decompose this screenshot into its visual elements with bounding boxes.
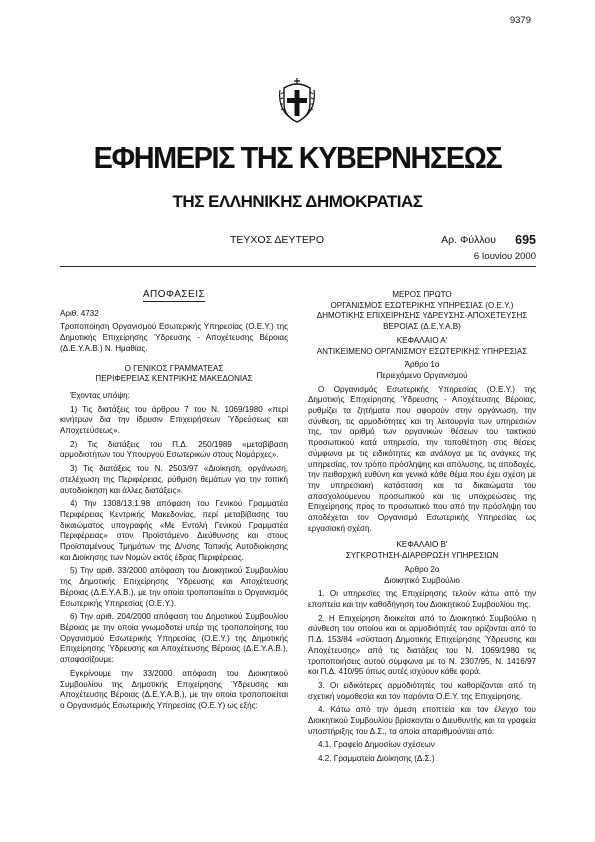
chapter-heading: ΚΕΦΑΛΑΙΟ Α'	[396, 335, 448, 345]
article-title: Διοικητικό Συμβούλιο	[384, 575, 460, 585]
greek-coat-of-arms-icon	[278, 78, 316, 124]
issue-date: 6 Ιουνίου 2000	[473, 251, 536, 262]
decision-title: Τροποποίηση Οργανισμού Εσωτερικής Υπηρεσίας (Ο.Ε.Υ.) της Δημοτικής Επιχείρησης Ύδρευσης - Αποχέτευσης Βέροιας (Δ.Ε.Υ.Α.Β.) Ν. Ημαθίας.	[60, 322, 288, 353]
part-line: ΟΡΓΑΝΙΣΜΟΣ ΕΣΩΤΕΡΙΚΗΣ ΥΠΗΡΕΣΙΑΣ (Ο.Ε.Υ.)	[330, 300, 514, 310]
section-title: ΑΠΟΦΑΣΕΙΣ	[142, 289, 206, 300]
list-item: 2. Η Επιχείρηση διοικείται από το Διοικητικό Συμβούλιο η σύνθεση του οποίου και οι αρμοδιότητές του ορίζονται από το Π.Δ. 153/84 «σύσταση Δημοτικής Επιχείρησης Ύδρευσης και Αποχέτευσης» από τις διατάξεις του Ν. 1069/1980 τις τροποποιήσεις αυτού σύμφωνα με το Ν. 2307/95, Ν. 1416/97 και Π.Δ. 410/95 όπως αυτές ισχύουν κάθε φορά.	[308, 613, 536, 677]
part-line: ΒΕΡΟΙΑΣ (Δ.Ε.Υ.Α.Β)	[383, 322, 461, 332]
considering-label: Έχοντας υπόψη:	[70, 390, 130, 400]
article-heading: Άρθρο 2ο	[404, 564, 440, 574]
issue-number: 695	[515, 233, 536, 247]
header-divider	[60, 266, 536, 267]
list-item: 5) Την αριθ. 33/2000 απόφαση του Διοικητικού Συμβουλίου της Δημοτικής Επιχείρησης Ύδρευσης και Αποχέτευσης Βέροιας (Δ.Ε.Υ.Α.Β.), με την οποία τροποποιείται ο Οργανισμός Εσωτερικής Υπηρεσίας (Ο.Ε.Υ.).	[60, 566, 288, 608]
gazette-title: ΕΦΗΜΕΡΙΣ ΤΗΣ ΚΥΒΕΡΝΗΣΕΩΣ	[93, 140, 502, 175]
sub-item: 4.1. Γραφείο Δημοσίων σχέσεων	[318, 740, 435, 750]
authority-line-2: ΠΕΡΙΦΕΡΕΙΑΣ ΚΕΝΤΡΙΚΗΣ ΜΑΚΕΔΟΝΙΑΣ	[95, 374, 253, 384]
chapter-title: ΑΝΤΙΚΕΙΜΕΝΟ ΟΡΓΑΝΙΣΜΟΥ ΕΣΩΤΕΡΙΚΗΣ ΥΠΗΡΕΣΙΑΣ	[316, 346, 528, 356]
list-item: 2) Τις διατάξεις του Π.Δ. 250/1989 «μεταβίβαση αρμοδιοτήτων του Υπουργού Εσωτερικών στους Νομάρχες».	[60, 439, 288, 460]
list-item: 4) Την 1308/13.1.98 απόφαση του Γενικού Γραμματέα Περιφέρειας Κεντρικής Μακεδονίας, περί μεταβίβασης του δικαιώματος υπογραφής «Με Εντολή Γενικού Γραμματέα Περιφέρειας» στον Προϊστάμενο Διεύθυνσης και στους Προϊσταμένους Τμημάτων της Δ/νσης Τοπικής Αυτοδιοίκησης και Διοίκησης των Νομών εκτός έδρας Περιφέρειας.	[60, 499, 288, 562]
list-item: 3) Τις διατάξεις του Ν. 2503/97 «Διοίκηση, οργάνωση, στελέχωση της Περιφέρειας, ρύθμιση θεμάτων για την τοπική αυτοδιοίκηση και άλλες διατάξεις».	[60, 464, 288, 495]
authority-line-1: Ο ΓΕΝΙΚΟΣ ΓΡΑΜΜΑΤΕΑΣ	[124, 363, 224, 373]
left-column	[60, 290, 288, 715]
sub-item: 4.2. Γραμματεία Διοίκησης (Δ.Σ.)	[318, 754, 435, 764]
article-heading: Άρθρο 1ο	[404, 360, 440, 370]
list-item: 1. Οι υπηρεσίες της Επιχείρησης τελούν κάτω από την εποπτεία και την καθοδήγηση του Διοικητικού Συμβουλίου της.	[308, 589, 536, 609]
right-column	[308, 290, 536, 768]
decision-number: Αριθ. 4732	[60, 308, 99, 318]
chapter-heading: ΚΕΦΑΛΑΙΟ Β'	[396, 540, 448, 550]
series-label: ΤΕΥΧΟΣ ΔΕΥΤΕΡΟ	[230, 234, 325, 246]
issue-info	[60, 234, 536, 266]
article-title: Περιεχόμενο Οργανισμού	[376, 370, 468, 380]
list-item: 3. Οι ειδικότερες αρμοδιότητές του καθορίζονται από τη σχετική νομοθεσία και τον παρόντα Ο.Ε.Υ. της Επιχείρησης.	[308, 680, 536, 701]
closing-paragraph: Εγκρίνουμε την 33/2000 απόφαση του Διοικητικού Συμβουλίου της Δημοτικής Επιχείρησης Ύδρευσης και Αποχέτευσης Βέροιας (Δ.Ε.Υ.Α.Β.), με την οποία τροποποιείται ο Οργανισμός Εσωτερικής Υπηρεσίας (Ο.Ε.Υ) ως εξής:	[60, 668, 288, 710]
list-item: 4. Κάτω από την άμεση εποπτεία και τον έλεγχο του Διοικητικού Συμβουλίου βρίσκονται ο Διευθυντής και τα γραφεία υποστήριξης του Δ.Σ., τα οποία απαριθμούνται από:	[308, 705, 536, 736]
list-item: 1) Τις διατάξεις του άρθρου 7 του Ν. 1069/1980 «περί κινήτρων δια την ίδρυσιν Επιχειρήσεων Ύδρεύσεως και Αποχετεύσεως».	[60, 404, 288, 436]
list-item: 6) Την αριθ. 204/2000 απόφαση του Δημοτικού Συμβουλίου Βέροιας με την οποία γνωμοδοτεί υπέρ της τροποποίησης του Οργανισμού Εσωτερικής Υπηρεσίας (Ο.Ε.Υ.) της Δημοτικής Επιχείρησης Ύδρευσης και Αποχέτευσης Βέροιας (Δ.Ε.Υ.Α.Β.), αποφασίζουμε:	[60, 612, 288, 665]
issue-label: Αρ. Φύλλου	[441, 234, 496, 246]
part-line: ΔΗΜΟΤΙΚΗΣ ΕΠΙΧΕΙΡΗΣΗΣ ΥΔΡΕΥΣΗΣ-ΑΠΟΧΕΤΕΥΣΗΣ	[316, 311, 528, 321]
article-text: Ο Οργανισμός Εσωτερικής Υπηρεσίας (Ο.Ε.Υ.) της Δημοτικής Επιχείρησης Ύδρευσης - Αποχέτευσης Βέροιας, ρυθμίζει τα ζητήματα που αφορούν στην οργάνωση, την σύνθεση, τις αρμοδιότητες και τη λειτουργία των υπηρεσιών της, τον αριθμό των οργανικών θέσεων του τακτικού προσωπικού κατά υπηρεσία, την τοποθέτηση στις θέσεις σύμφωνα με τις ειδικότητες και ανάλογα με τις ανάγκες της υπηρεσίας, τον τρόπο πρόσληψης και απόλυσης, τις αποδοχές, την πειθαρχική ευθύνη και γενικά κάθε θέμα που έχει σχέση με την υπηρεσιακή κατάσταση και τα δικαιώματα του απασχολούμενου προσωπικού και τις υποχρεώσεις της Επιχείρησης προς το προσωπικό που από την πρόσληψη του αποδέχεται τον Οργανισμό Εσωτερικής Υπηρεσίας ως εργασιακή σχέση.	[308, 384, 536, 533]
part-title: ΜΕΡΟΣ ΠΡΩΤΟ	[392, 290, 452, 299]
gazette-subtitle: ΤΗΣ ΕΛΛΗΝΙΚΗΣ ΔΗΜΟΚΡΑΤΙΑΣ	[172, 192, 423, 211]
chapter-title: ΣΥΓΚΡΟΤΗΣΗ-ΔΙΑΡΘΡΩΣΗ ΥΠΗΡΕΣΙΩΝ	[345, 551, 499, 561]
page-number: 9379	[509, 15, 531, 26]
